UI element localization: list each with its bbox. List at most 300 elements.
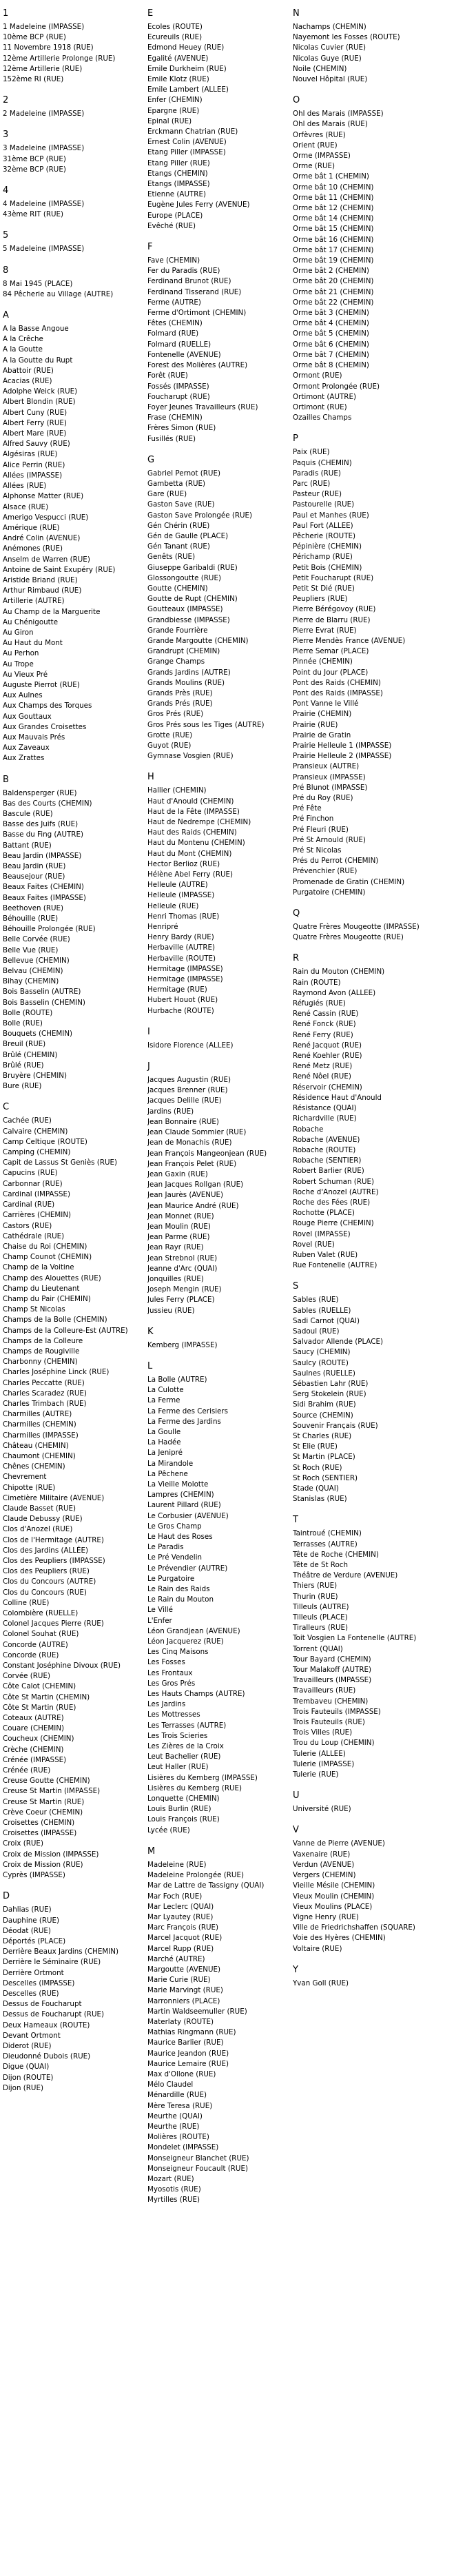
street-entry: Champ des Alouettes (RUE) (3, 1274, 101, 1282)
street-entry: Orme bât 15 (CHEMIN) (293, 225, 374, 234)
index-section (147, 771, 292, 1016)
street-list (293, 1804, 437, 1815)
street-entry: Charbonny (CHEMIN) (3, 1358, 78, 1367)
street-entry: Ohl des Marais (RUE) (293, 120, 368, 129)
street-entry: Grands Jardins (AUTRE) (147, 668, 231, 677)
street-entry: Jules Ferry (PLACE) (147, 1296, 215, 1305)
street-entry: Gaston Save (RUE) (147, 500, 215, 509)
street-list (293, 1529, 437, 1780)
street-entry: Clos des Jardins (ALLÉE) (3, 1546, 89, 1555)
street-entry: 10ème BCP (RUE) (3, 33, 66, 42)
street-entry: Crève Coeur (CHEMIN) (3, 1808, 83, 1817)
index-section (293, 952, 437, 1271)
street-entry: Pré Blunot (IMPASSE) (293, 783, 368, 792)
street-entry: Lampres (CHEMIN) (147, 1491, 214, 1500)
street-list (3, 22, 147, 85)
street-entry: Etangs (CHEMIN) (147, 169, 208, 178)
street-entry: Nicolas Cuvier (RUE) (293, 43, 366, 52)
street-entry: Aux Aulnes (3, 691, 43, 700)
street-entry: 32ème BCP (RUE) (3, 165, 66, 174)
street-entry: Alice Perrin (RUE) (3, 460, 65, 469)
street-entry: La Hadée (147, 1438, 181, 1447)
street-entry: 1 Madeleine (IMPASSE) (3, 23, 85, 31)
street-entry: Au Haut du Mont (3, 639, 63, 648)
street-entry: Helleule (IMPASSE) (147, 891, 215, 900)
section-letter-heading: S (293, 1281, 299, 1292)
street-entry: Petit Bois (CHEMIN) (293, 563, 362, 572)
street-entry: Déodat (RUE) (3, 1926, 51, 1935)
street-entry: Ferme d'Ortimont (CHEMIN) (147, 309, 247, 318)
street-entry: La Culotte (147, 1386, 184, 1395)
street-entry: Cardinal (RUE) (3, 1200, 55, 1209)
street-entry: Résidence Haut d'Anould (293, 1093, 382, 1102)
street-entry: Rouge Pierre (CHEMIN) (293, 1219, 374, 1228)
street-entry: René Fonck (RUE) (293, 1020, 356, 1029)
street-entry: Mozart (RUE) (147, 2174, 194, 2183)
street-entry: Goutte (CHEMIN) (147, 584, 208, 593)
street-entry: Meurthe (QUAI) (147, 2112, 203, 2120)
street-entry: Aux Mauvais Prés (3, 733, 65, 742)
street-entry: Beau Jardin (RUE) (3, 862, 66, 870)
street-entry: Tilleuls (AUTRE) (293, 1602, 349, 1611)
street-entry: Grande Margoutte (CHEMIN) (147, 636, 249, 645)
street-entry: Pierre Evrat (RUE) (293, 626, 357, 635)
street-entry: Castors (RUE) (3, 1221, 52, 1230)
street-entry: Etienne (AUTRE) (147, 190, 206, 199)
street-entry: Pré Finchon (293, 815, 334, 824)
street-entry: Rain (ROUTE) (293, 978, 341, 987)
street-entry: Thurin (RUE) (293, 1592, 338, 1601)
street-entry: Château (CHEMIN) (3, 1441, 69, 1450)
street-entry: Pré Fleuri (RUE) (293, 825, 349, 834)
street-entry: Champ St Nicolas (3, 1305, 65, 1314)
street-entry: Gaston Save Prolongée (RUE) (147, 511, 253, 520)
index-section (293, 433, 437, 898)
street-entry: Pransieux (IMPASSE) (293, 773, 366, 781)
street-entry: Tête de St Roch (293, 1561, 348, 1570)
street-entry: Antoine de Saint Exupéry (RUE) (3, 565, 116, 574)
street-entry: Crénée (RUE) (3, 1766, 51, 1775)
street-entry: Gabriel Pernot (RUE) (147, 469, 220, 478)
street-entry: 3 Madeleine (IMPASSE) (3, 144, 85, 153)
street-entry: Fontenelle (AVENUE) (147, 350, 221, 359)
street-entry: A la Crêche (3, 335, 43, 344)
street-entry: Les Gros Prés (147, 1679, 196, 1688)
street-entry: Périchamp (RUE) (293, 553, 353, 562)
street-entry: Orme (IMPASSE) (293, 152, 351, 161)
street-entry: Au Vieux Pré (3, 670, 48, 679)
street-entry: Pierre Bérégovoy (RUE) (293, 605, 376, 614)
street-entry: 12ème Artillerie Prolonge (RUE) (3, 54, 116, 63)
section-letter-heading: F (147, 242, 153, 253)
street-entry: St Elie (RUE) (293, 1442, 338, 1451)
street-entry: Aux Champs des Torques (3, 702, 92, 711)
street-entry: Déportés (PLACE) (3, 1936, 66, 1945)
street-entry: Orme bât 2 (CHEMIN) (293, 267, 369, 276)
index-section (147, 1061, 292, 1316)
street-entry: Colonel Souhat (RUE) (3, 1630, 79, 1639)
street-entry: Thiers (RUE) (293, 1582, 338, 1591)
street-entry: Rochotte (PLACE) (293, 1209, 355, 1218)
street-entry: Pont des Raids (CHEMIN) (293, 678, 381, 687)
street-entry: Ozailles Champs (293, 413, 352, 422)
street-entry: Tour Bayard (CHEMIN) (293, 1655, 371, 1664)
street-entry: Orme bât 14 (CHEMIN) (293, 214, 374, 223)
street-entry: Camp Celtique (ROUTE) (3, 1137, 87, 1146)
street-entry: Pont Vanne le Villé (293, 699, 359, 708)
street-entry: Rue Fontenelle (AUTRE) (293, 1261, 378, 1270)
street-entry: Dijon (ROUTE) (3, 2073, 54, 2082)
index-section (3, 1890, 147, 2094)
section-letter-heading: U (293, 1790, 300, 1801)
street-entry: Grande Fourrière (147, 626, 208, 635)
street-entry: Giuseppe Garibaldi (RUE) (147, 563, 238, 572)
street-entry: St Roch (SENTIER) (293, 1473, 358, 1482)
street-entry: Orme bât 8 (CHEMIN) (293, 361, 369, 370)
street-entry: Rovel (RUE) (293, 1240, 335, 1249)
street-entry: Algésiras (RUE) (3, 450, 58, 459)
street-entry: Sadoul (RUE) (293, 1327, 340, 1336)
street-entry: Brûlé (CHEMIN) (3, 1050, 58, 1059)
street-entry: Tilleuls (PLACE) (293, 1613, 348, 1622)
street-entry: Rovel (IMPASSE) (293, 1229, 351, 1238)
street-entry: Orme bât 20 (CHEMIN) (293, 277, 374, 286)
section-letter-heading: I (147, 1026, 150, 1037)
street-entry: Basse des Juifs (RUE) (3, 820, 79, 829)
street-entry: Deux Hameaux (ROUTE) (3, 2021, 90, 2030)
index-column-2 (147, 8, 292, 2216)
street-entry: Stanislas (RUE) (293, 1495, 347, 1504)
street-entry: Orme bât 3 (CHEMIN) (293, 309, 369, 318)
street-entry: La Goulle (147, 1427, 181, 1436)
street-entry: Jean François Mangeonjean (RUE) (147, 1149, 267, 1158)
street-entry: Lonquette (CHEMIN) (147, 1795, 220, 1803)
street-entry: Croix (RUE) (3, 1839, 43, 1848)
street-entry: Gén Tanant (RUE) (147, 542, 210, 551)
street-entry: Haut de la Fête (IMPASSE) (147, 807, 240, 816)
street-entry: Gare (RUE) (147, 490, 187, 499)
street-entry: Allées (IMPASSE) (3, 471, 63, 480)
street-entry: Aux Gouttaux (3, 712, 52, 721)
street-entry: Belle Vue (RUE) (3, 945, 59, 954)
street-entry: Marronniers (PLACE) (147, 1996, 220, 2005)
street-entry: Molières (ROUTE) (147, 2133, 209, 2142)
street-entry: La Pêchene (147, 1469, 188, 1478)
section-letter-heading: G (147, 454, 155, 465)
street-entry: Travailleurs (IMPASSE) (293, 1676, 372, 1685)
street-entry: Le Rain des Raids (147, 1585, 210, 1594)
street-entry: Cardinal (IMPASSE) (3, 1189, 71, 1198)
street-entry: Capit de Lassus St Geniès (RUE) (3, 1158, 118, 1167)
street-entry: Beethoven (RUE) (3, 903, 64, 912)
section-letter-heading: L (147, 1360, 153, 1371)
street-entry: Colonel Jacques Pierre (RUE) (3, 1619, 104, 1628)
street-entry: Champ de la Voitine (3, 1263, 74, 1272)
street-entry: Jean de Monachis (RUE) (147, 1138, 232, 1147)
street-entry: Paix (RUE) (293, 448, 330, 457)
street-entry: Hurbache (ROUTE) (147, 1006, 214, 1015)
street-entry: Le Pré Vendelin (147, 1553, 203, 1562)
street-entry: Dieudonné Dubois (RUE) (3, 2052, 91, 2061)
street-entry: Les Cinq Maisons (147, 1648, 209, 1657)
street-list (3, 143, 147, 175)
street-entry: Côte St Martin (RUE) (3, 1703, 76, 1712)
street-entry: Orme bât 21 (CHEMIN) (293, 287, 374, 296)
street-list (293, 967, 437, 1271)
street-entry: Côte St Martin (CHEMIN) (3, 1693, 90, 1701)
street-entry: Fusillés (RUE) (147, 434, 196, 443)
street-entry: Digue (QUAI) (3, 2063, 50, 2072)
street-entry: 12ème Artillerie (RUE) (3, 64, 83, 73)
street-entry: Sidi Brahim (RUE) (293, 1400, 356, 1409)
street-list (147, 22, 292, 232)
street-entry: Helleule (AUTRE) (147, 881, 208, 890)
street-entry: Les Zières de la Croix (147, 1742, 224, 1751)
section-letter-heading: O (293, 95, 300, 106)
street-entry: Croisettes (IMPASSE) (3, 1829, 77, 1838)
street-entry: Le Purgatoire (147, 1574, 195, 1583)
street-entry: Creuse Goutte (CHEMIN) (3, 1777, 90, 1786)
street-entry: Vieille Mésile (CHEMIN) (293, 1881, 375, 1890)
street-entry: Haut du Montenu (CHEMIN) (147, 839, 245, 848)
street-entry: Grands Près (RUE) (147, 688, 213, 697)
street-entry: Eugène Jules Ferry (AVENUE) (147, 201, 250, 209)
street-entry: St Roch (RUE) (293, 1463, 342, 1472)
street-entry: Colline (RUE) (3, 1598, 50, 1607)
street-list (3, 279, 147, 300)
street-entry: Aristide Briand (RUE) (3, 575, 78, 584)
street-entry: Ohl des Marais (IMPASSE) (293, 110, 384, 119)
street-entry: Joseph Mengin (RUE) (147, 1285, 222, 1294)
street-entry: Maurice Lemaire (RUE) (147, 2059, 229, 2068)
street-entry: Clos d'Anozel (RUE) (3, 1525, 73, 1534)
street-entry: Mar Foch (RUE) (147, 1892, 203, 1901)
street-entry: Pré St Nicolas (293, 846, 342, 855)
street-entry: Grands Moulins (RUE) (147, 678, 225, 687)
street-entry: L'Enfer (147, 1616, 172, 1625)
street-entry: Prés du Perrot (CHEMIN) (293, 857, 379, 866)
street-entry: Ortimont (RUE) (293, 402, 347, 411)
street-entry: Vanne de Pierre (AVENUE) (293, 1839, 385, 1848)
street-entry: Saucy (CHEMIN) (293, 1348, 351, 1357)
street-entry: Petit Foucharupt (RUE) (293, 573, 374, 582)
section-letter-heading: J (147, 1061, 150, 1072)
street-entry: Saulnes (RUELLE) (293, 1369, 355, 1378)
street-entry: Orme bât 5 (CHEMIN) (293, 329, 369, 338)
street-entry: Myrtilles (RUE) (147, 2196, 200, 2205)
index-section (3, 229, 147, 254)
street-entry: Les Mottresses (147, 1710, 200, 1719)
street-entry: Ferme (AUTRE) (147, 298, 201, 307)
street-entry: Jean Strebnol (RUE) (147, 1254, 218, 1263)
street-entry: Claude Basset (RUE) (3, 1504, 76, 1513)
street-entry: Etang Piller (IMPASSE) (147, 148, 226, 157)
street-entry: Isidore Florence (ALLEE) (147, 1041, 234, 1050)
street-entry: Cachée (RUE) (3, 1116, 52, 1125)
street-entry: Anémones (RUE) (3, 544, 63, 553)
street-entry: Robache (293, 1125, 324, 1134)
street-entry: La Ferme (147, 1396, 180, 1405)
street-entry: Henri Thomas (RUE) (147, 912, 220, 921)
street-entry: Hallier (CHEMIN) (147, 786, 207, 795)
street-entry: Albert Ferry (RUE) (3, 418, 67, 427)
street-entry: Souvenir Français (RUE) (293, 1421, 378, 1430)
street-entry: Chevrement (3, 1473, 47, 1482)
street-entry: Lisières du Kemberg (RUE) (147, 1783, 242, 1792)
street-entry: Sables (RUE) (293, 1296, 339, 1305)
street-entry: Arthur Rimbaud (RUE) (3, 586, 82, 595)
street-entry: Pierre Mendès France (AVENUE) (293, 636, 406, 645)
street-entry: A la Goutte du Rupt (3, 356, 73, 365)
street-entry: Bascule (RUE) (3, 809, 53, 818)
street-entry: 4 Madeleine (IMPASSE) (3, 200, 85, 209)
street-entry: Robache (ROUTE) (293, 1145, 356, 1154)
street-entry: La Bolle (AUTRE) (147, 1375, 207, 1384)
street-entry: Nayemont les Fosses (ROUTE) (293, 33, 400, 42)
street-entry: Cyprès (IMPASSE) (3, 1871, 65, 1880)
street-entry: Orme bât 6 (CHEMIN) (293, 340, 369, 349)
street-entry: Foucharupt (RUE) (147, 392, 210, 401)
street-entry: Noile (CHEMIN) (293, 64, 347, 73)
street-entry: Emile Lambert (ALLEE) (147, 85, 229, 94)
street-entry: Les Jardins (147, 1700, 186, 1709)
street-entry: Louis Burlin (RUE) (147, 1805, 211, 1814)
street-entry: Champs de Rougiville (3, 1347, 80, 1356)
street-entry: Jean Gaxin (RUE) (147, 1169, 208, 1178)
street-entry: Crénée (IMPASSE) (3, 1755, 67, 1764)
street-list (293, 447, 437, 898)
street-entry: Nachamps (CHEMIN) (293, 23, 366, 31)
section-letter-heading: M (147, 1846, 156, 1857)
street-entry: Ferdinand Tisserand (RUE) (147, 287, 242, 296)
street-entry: Roche d'Anozel (AUTRE) (293, 1187, 379, 1196)
street-entry: Jardins (RUE) (147, 1107, 194, 1116)
street-entry: Jacques Augustin (RUE) (147, 1076, 231, 1085)
street-entry: Amerigo Vespucci (RUE) (3, 513, 89, 522)
street-entry: Artillerie (AUTRE) (3, 597, 65, 606)
street-list (147, 469, 292, 762)
street-entry: Université (RUE) (293, 1805, 351, 1814)
street-entry: Frères Simon (RUE) (147, 424, 216, 433)
street-entry: Albert Cuny (RUE) (3, 408, 68, 417)
street-entry: Dauphine (RUE) (3, 1916, 60, 1925)
street-entry: Toit Vosgien La Fontenelle (AUTRE) (293, 1634, 417, 1643)
street-entry: Au Perhon (3, 649, 39, 658)
street-entry: Sébastien Lahr (RUE) (293, 1379, 369, 1388)
street-entry: Richardville (RUE) (293, 1114, 357, 1123)
street-entry: Sables (RUELLE) (293, 1306, 351, 1315)
street-entry: Prairie (CHEMIN) (293, 710, 352, 719)
street-entry: Gén Chérin (RUE) (147, 521, 210, 530)
street-entry: 8 Mai 1945 (PLACE) (3, 279, 73, 288)
street-entry: Paul Fort (ALLEE) (293, 521, 353, 530)
street-entry: Descelles (RUE) (3, 1989, 59, 1998)
street-entry: Derrière Beaux Jardins (CHEMIN) (3, 1948, 119, 1956)
street-entry: Charmilles (IMPASSE) (3, 1431, 79, 1440)
street-list (293, 1839, 437, 1954)
section-letter-heading: 3 (3, 130, 9, 141)
street-entry: Le Haut des Roses (147, 1533, 213, 1541)
street-entry: Lycée (RUE) (147, 1826, 190, 1834)
street-entry: Acacias (RUE) (3, 377, 52, 386)
street-entry: Réfugiés (RUE) (293, 999, 346, 1008)
street-entry: Raymond Avon (ALLEE) (293, 988, 376, 997)
street-entry: Sadi Carnot (QUAI) (293, 1316, 360, 1325)
street-entry: Charles Joséphine Linck (RUE) (3, 1368, 110, 1377)
street-entry: Grotte (RUE) (147, 730, 193, 739)
index-section (3, 94, 147, 119)
street-entry: Champs de la Colleure (3, 1336, 83, 1345)
street-entry: Côte Calot (CHEMIN) (3, 1682, 76, 1691)
street-entry: Emile Durkheim (RUE) (147, 64, 227, 73)
street-entry: Helleule (RUE) (147, 901, 199, 910)
street-entry: Taintroué (CHEMIN) (293, 1529, 362, 1538)
street-entry: Charmilles (AUTRE) (3, 1410, 72, 1419)
street-entry: Nicolas Guye (RUE) (293, 54, 362, 63)
section-letter-heading: B (3, 774, 9, 785)
street-entry: Ecoles (ROUTE) (147, 23, 203, 31)
street-entry: Léon Jacquerez (RUE) (147, 1637, 224, 1646)
street-entry: Ortimont (AUTRE) (293, 392, 356, 401)
street-entry: Auguste Pierrot (RUE) (3, 680, 80, 689)
street-entry: Trou du Loup (CHEMIN) (293, 1739, 375, 1748)
street-entry: Robert Barlier (RUE) (293, 1167, 364, 1176)
street-entry: Prairie Helleule 1 (IMPASSE) (293, 742, 392, 750)
street-entry: Orient (RUE) (293, 141, 338, 150)
street-list (147, 1375, 292, 1836)
street-entry: Materlaty (ROUTE) (147, 2017, 214, 2026)
street-entry: Trois Fauteuils (RUE) (293, 1718, 365, 1727)
street-entry: Fave (CHEMIN) (147, 256, 200, 265)
street-entry: Enfer (CHEMIN) (147, 96, 203, 105)
street-entry: Les Fosses (147, 1658, 185, 1667)
street-entry: Devant Ortmont (3, 2031, 61, 2040)
street-entry: Mathias Ringmann (RUE) (147, 2028, 236, 2037)
street-entry: Jean Monnet (RUE) (147, 1212, 214, 1220)
street-entry: Champs de la Colleure-Est (AUTRE) (3, 1326, 128, 1335)
street-entry: Orme bât 7 (CHEMIN) (293, 350, 369, 359)
street-entry: Leut Haller (RUE) (147, 1763, 209, 1772)
street-entry: Prairie (RUE) (293, 720, 338, 729)
street-entry: Bihay (CHEMIN) (3, 977, 59, 986)
street-entry: Hermitage (IMPASSE) (147, 975, 223, 984)
street-entry: Dahlias (RUE) (3, 1905, 52, 1914)
street-entry: Hermitage (IMPASSE) (147, 964, 223, 973)
street-entry: Diderot (RUE) (3, 2041, 52, 2050)
street-entry: Gambetta (RUE) (147, 479, 206, 488)
street-entry: René Jacquot (RUE) (293, 1041, 362, 1050)
index-section (293, 8, 437, 85)
index-section (147, 8, 292, 232)
index-column-1 (3, 8, 147, 2103)
street-entry: Champs de la Bolle (CHEMIN) (3, 1316, 107, 1325)
street-entry: Trembaveu (CHEMIN) (293, 1697, 369, 1706)
street-entry: Mar Leclerc (QUAI) (147, 1902, 214, 1911)
street-entry: Orme bât 10 (CHEMIN) (293, 183, 374, 192)
street-entry: Le Villé (147, 1606, 173, 1615)
index-section (147, 1326, 292, 1351)
street-entry: Descelles (IMPASSE) (3, 1979, 75, 1987)
street-entry: La Jenipré (147, 1449, 183, 1458)
street-entry: Clos des Peupliers (IMPASSE) (3, 1557, 105, 1565)
street-entry: Carbonnar (RUE) (3, 1179, 63, 1188)
street-entry: Couare (CHEMIN) (3, 1724, 65, 1733)
street-entry: Haut des Raids (CHEMIN) (147, 828, 237, 837)
street-entry: Brûlé (RUE) (3, 1061, 44, 1070)
street-entry: Fer du Paradis (RUE) (147, 267, 220, 276)
street-entry: Yvan Goll (RUE) (293, 1979, 349, 1987)
street-entry: Hubert Houot (RUE) (147, 996, 218, 1005)
